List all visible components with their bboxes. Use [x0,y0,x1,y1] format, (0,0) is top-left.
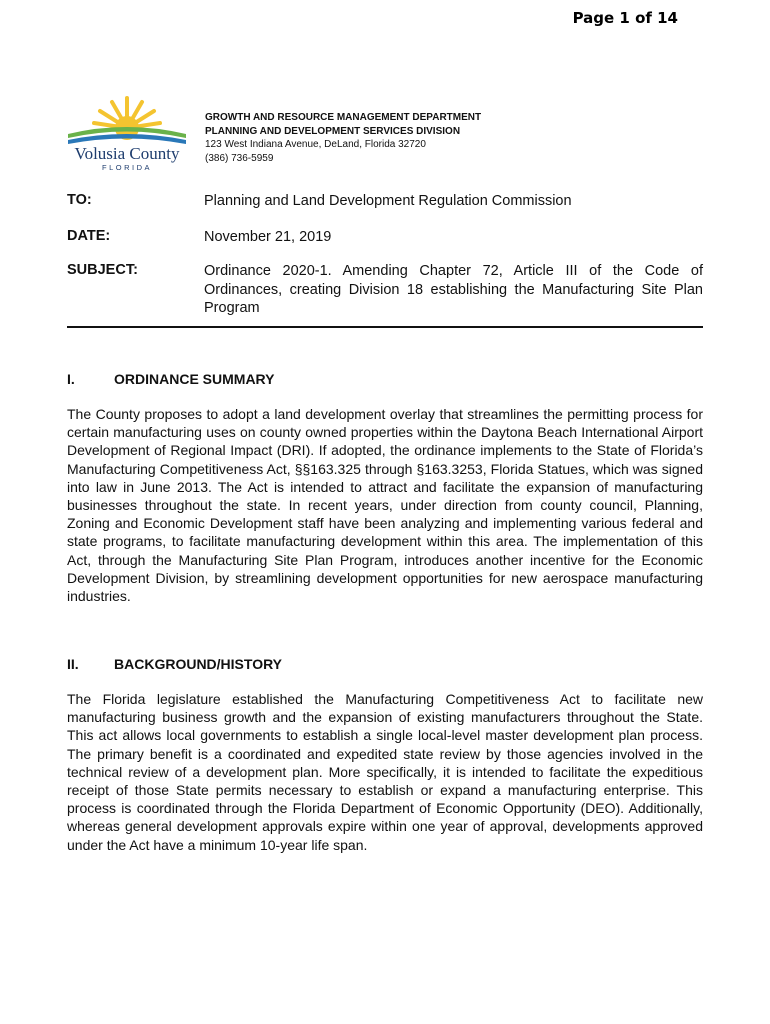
date-label: DATE: [67,228,111,244]
section-1-body: The County proposes to adopt a land development overlay that streamlines the permitting process for certain manufacturing uses on county owned properties within the Daytona Beach International Airport Development of Regional Impact (DRI). If adopted, the ordinance implements to the State of Florida’s Manufacturing Competitiveness Act, §§163.325 through §163.3253, Florida Statues, which was signed into law in June 2013. The Act is intended to attract and facilitate the expansion of manufacturing businesses throughout the state. In recent years, under direction from county council, Planning, Zoning and Economic Development staff have been analyzing and implementing various federal and state programs, to facilitate manufacturing development within this area. The implementation of this Act, through the Manufacturing Site Plan Program, introduces another incentive for the Economic Development Division, by streamlining development opportunities for new aerospace manufacturing industries. [67,406,703,605]
subject-value: Ordinance 2020-1. Amending Chapter 72, Article III of the Code of Ordinances, creating Division 18 establishing the Manufacturing Site Plan Program [204,263,703,316]
logo-state-name: FLORIDA [101,163,152,172]
section-2-title: BACKGROUND/HISTORY [114,656,283,672]
sun-icon [66,94,188,146]
section-2-number: II. [67,656,79,672]
volusia-county-logo [66,94,188,172]
logo-county-name: Volusia County [74,144,180,163]
to-label: TO: [67,192,92,208]
department-name: GROWTH AND RESOURCE MANAGEMENT DEPARTMENT [205,112,482,123]
section-2-body: The Florida legislature established the Manufacturing Competitiveness Act to facilitate new manufacturing business growth and the expansion of existing manufacturers throughout the State. This act allows local governments to establish a single local-level master development plan process. The primary benefit is a coordinated and expedited state review by those agencies involved in the technical review of a development plan. More specifically, it is intended to facilitate the expeditious receipt of those State permits necessary to establish or expand a manufacturing enterprise. This process is coordinated through the Florida Department of Economic Opportunity (DEO). Additionally, whereas general development approvals expire within one year of approval, developments approved under the Act have a minimum 10-year life span. [67,691,703,853]
header-divider [67,326,703,328]
division-name: PLANNING AND DEVELOPMENT SERVICES DIVISION [205,125,461,137]
to-value: Planning and Land Development Regulation Commission [204,193,572,209]
subject-label: SUBJECT: [67,262,138,278]
section-1-number: I. [67,371,75,387]
section-1-title: ORDINANCE SUMMARY [114,371,275,387]
department-phone: (386) 736-5959 [205,152,274,164]
date-value: November 21, 2019 [204,229,332,245]
department-address: 123 West Indiana Avenue, DeLand, Florida 32720 [205,139,426,150]
page-number: Page 1 of 14 [572,9,678,27]
department-header [205,111,481,165]
